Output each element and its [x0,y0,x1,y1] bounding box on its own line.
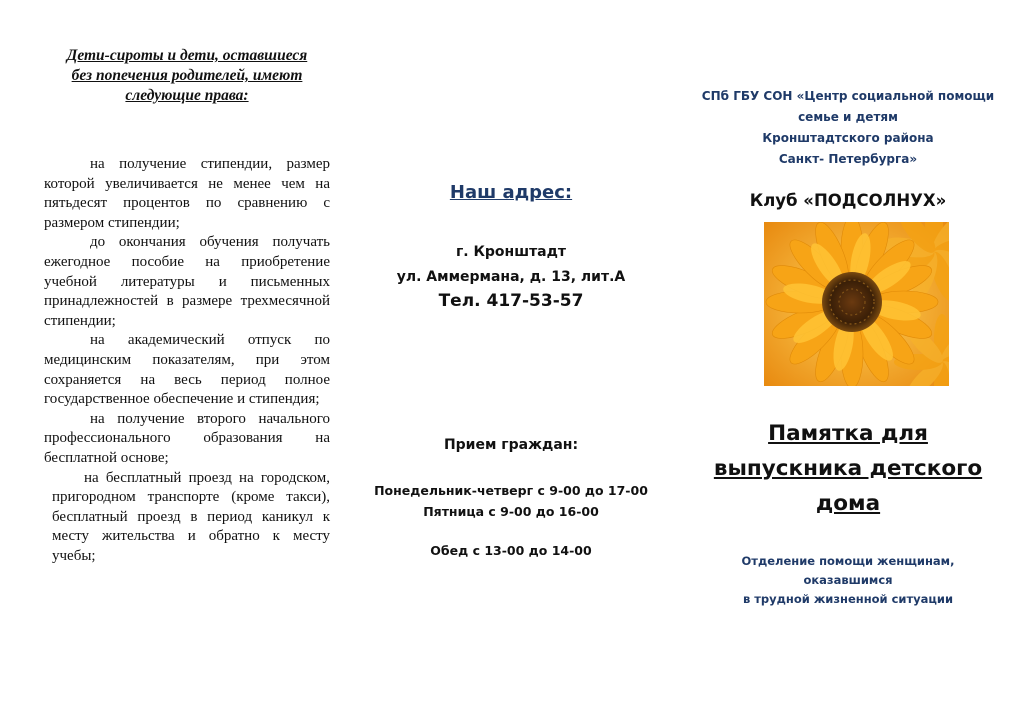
address-phone: Тел. 417-53-57 [438,291,584,311]
left-column [44,0,330,724]
memo-title: Памятка для выпускника детского дома [713,421,983,516]
right-item: на получение стипендии, размер которой увеличивается не менее чем на пятьдесят процентов по сравнению с размером стипендии; [44,156,330,231]
hours-friday: Пятница с 9-00 до 16-00 [423,504,599,519]
address-street: ул. Аммермана, д. 13, лит.А [396,269,626,285]
right-item: на получение второго начального профессионального образования на бесплатной основе; [44,410,330,466]
sunflower-image [764,222,949,386]
right-item: на академический отпуск по медицинским показателям, при этом сохраняется на весь период полное государственное обеспечение и стипендия; [44,332,330,408]
hours-weekdays: Понедельник-четверг с 9-00 до 17-00 [374,483,648,498]
sunflower-icon [764,222,949,386]
organization-name: СПб ГБУ СОН «Центр социальной помощи семье и детям Кронштадтского района Санкт- Петербурга» [701,89,995,166]
rights-heading: Дети-сироты и дети, оставшиеся без попечения родителей, имеют следующие права: [66,47,308,104]
department-name: Отделение помощи женщинам, оказавшимся в трудной жизненной ситуации [741,554,955,606]
address-city: г. Кронштадт [455,244,567,260]
right-item: до окончания обучения получать ежегодное пособие на приобретение учебной литературы и письменных принадлежностей в размере трехмесячной стипендии; [44,234,330,329]
right-column [700,0,996,724]
club-name: Клуб «ПОДСОЛНУХ» [749,191,947,210]
middle-column [352,0,670,724]
reception-title: Прием граждан: [443,437,579,453]
right-item: на бесплатный проезд на городском, пригородном транспорте (кроме такси), бесплатный проезд в период каникул к месту жительства и обратно к месту учебы; [52,469,330,564]
rights-list [44,155,330,566]
address-title: Наш адрес: [449,182,573,203]
lunch-break: Обед с 13-00 до 14-00 [430,543,592,558]
